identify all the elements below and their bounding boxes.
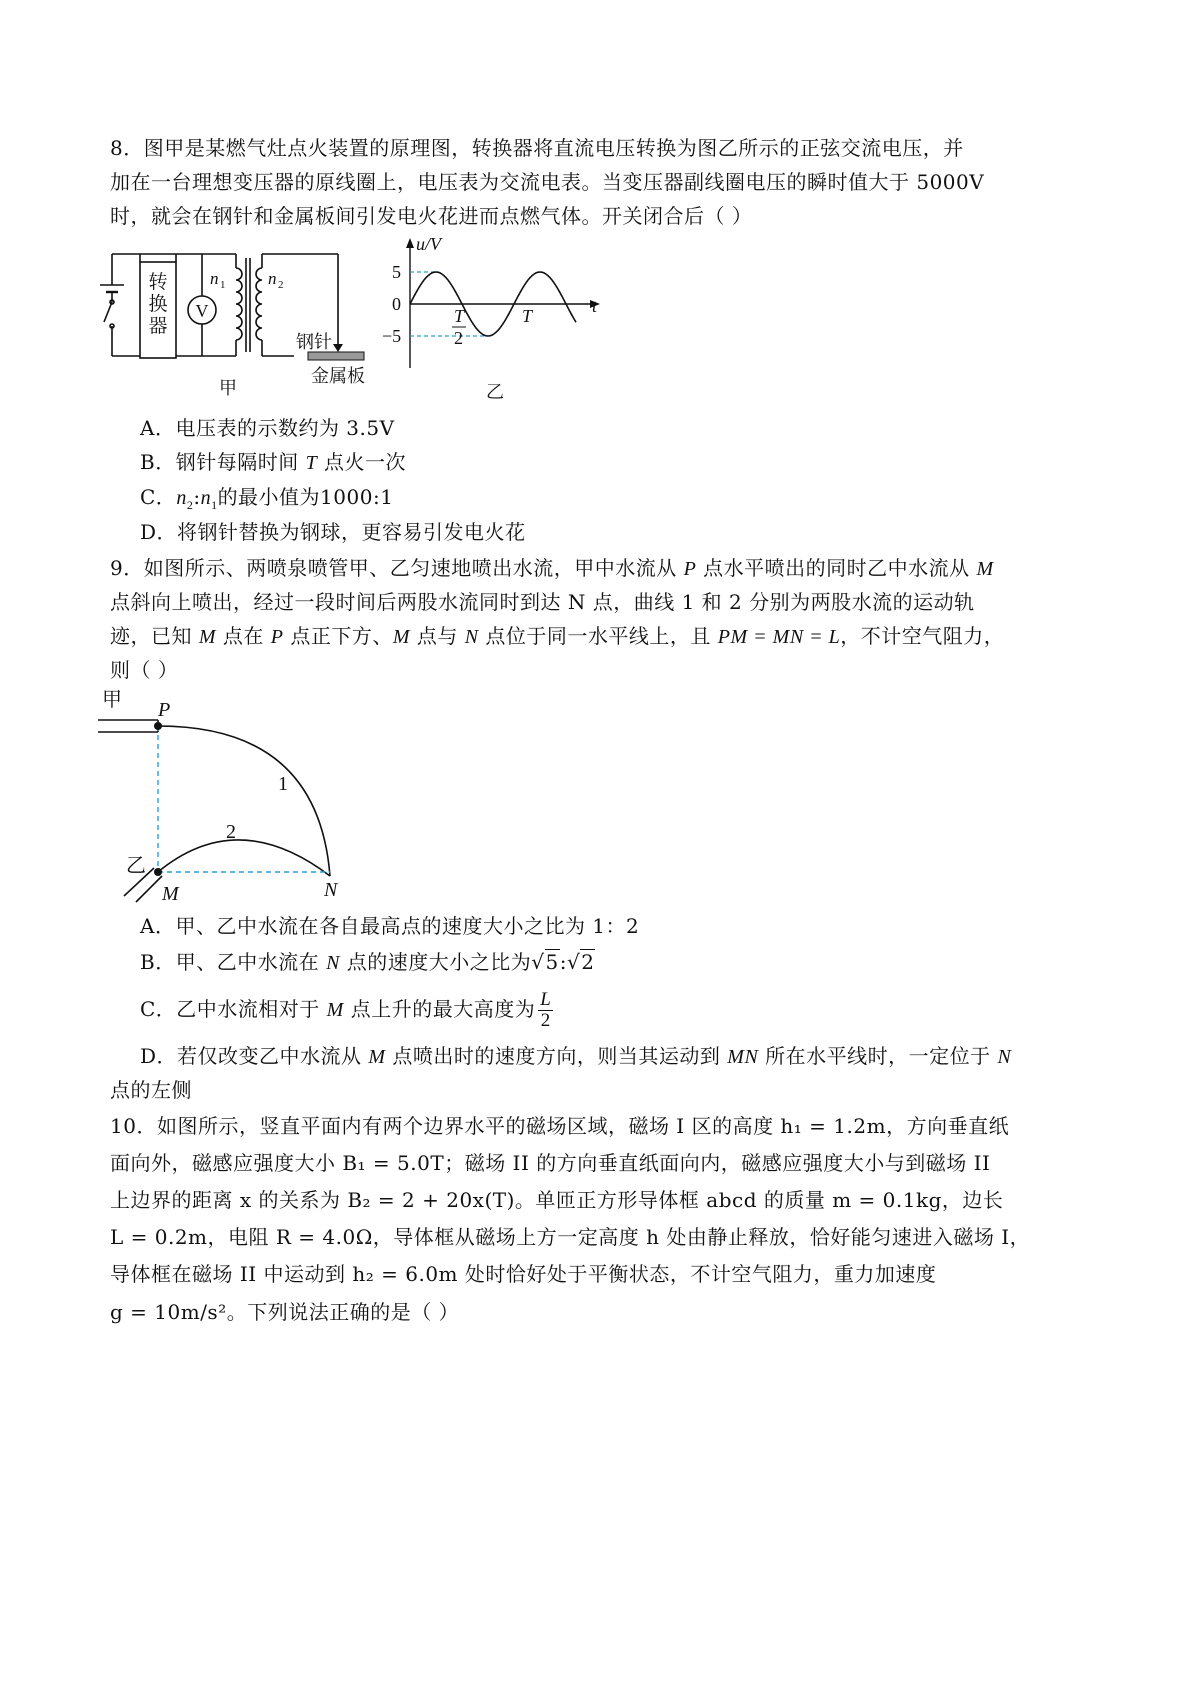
- q8-option-c-n2-sub: 2: [186, 498, 194, 512]
- q9-line-1-a: 9．如图所示、两喷泉喷管甲、乙匀速地喷出水流，甲中水流从: [110, 556, 684, 580]
- n2-label: n: [268, 269, 277, 288]
- q9-option-d-N: N: [997, 1046, 1012, 1068]
- q9-option-b: [140, 946, 595, 979]
- q9-line-3-d: 点与: [410, 624, 465, 648]
- q8-sine-figure: [380, 232, 610, 402]
- curve-2-label: 2: [226, 821, 236, 843]
- voltmeter-label: V: [195, 301, 209, 321]
- fig-yi-caption: 乙: [486, 382, 504, 402]
- q9-option-d-b: 点喷出时的速度方向，则当其运动到: [385, 1044, 728, 1068]
- q10-line-3: 上边界的距离 x 的关系为 B₂ = 2 + 20x(T)。单匝正方形导体框 abcd 的质量 m = 0.1kg，边长: [110, 1188, 1004, 1212]
- q9-option-d-M: M: [368, 1046, 386, 1068]
- tick-half-T-num: T: [454, 306, 465, 326]
- nozzle-jia-label: 甲: [102, 689, 122, 711]
- tick-5: 5: [392, 262, 401, 282]
- q8-line-3: 时，就会在钢针和金属板间引发电火花进而点燃气体。开关闭合后（ ）: [110, 204, 753, 228]
- q9-option-c-mid: 点上升的最大高度为: [343, 997, 536, 1021]
- fig-jia-caption: 甲: [219, 378, 237, 398]
- q9-line-3-M2: M: [392, 626, 410, 648]
- q8-option-d: D．将钢针替换为钢球，更容易引发电火花: [140, 520, 526, 544]
- fraction-L-over-2: [538, 990, 553, 1031]
- q9-option-c: [140, 990, 556, 1031]
- q8-option-c-post: 的最小值为1000:1: [217, 485, 394, 509]
- q10-line-2: 面向外，磁感应强度大小 B₁ = 5.0T；磁场 II 的方向垂直纸面向内，磁感应强度大小与到磁场 II: [110, 1151, 991, 1175]
- q9-line-1-M: M: [976, 558, 994, 580]
- q9-option-c-pre: C．乙中水流相对于: [140, 997, 327, 1021]
- q8-option-b-var: T: [305, 452, 318, 474]
- q9-line-3-M: M: [198, 626, 217, 648]
- q8-circuit-figure: [100, 240, 380, 400]
- q10-line-1: 10．如图所示，竖直平面内有两个边界水平的磁场区域，磁场 I 区的高度 h₁ = 1.2m，方向垂直纸: [110, 1114, 1010, 1138]
- n1-label: n: [210, 269, 219, 288]
- q9-line-3-c: 点正下方、: [283, 624, 393, 648]
- tick-neg5: −5: [382, 326, 402, 346]
- q9-line-4: 则（ ）: [110, 658, 179, 682]
- needle-label: 钢针: [296, 332, 332, 352]
- q8-option-c-n2: [176, 487, 194, 512]
- q9-line-1: [110, 552, 994, 585]
- y-axis-label: u/V: [416, 234, 441, 254]
- n1-sub: 1: [220, 279, 226, 291]
- q10-line-4: L = 0.2m，电阻 R = 4.0Ω，导体框从磁场上方一定高度 h 处由静止释放，恰好能匀速进入磁场 I，: [110, 1225, 1031, 1249]
- q9-option-b-pre: B．甲、乙中水流在: [140, 950, 327, 974]
- plate-label: 金属板: [311, 366, 365, 386]
- q8-option-c-n1: [200, 487, 218, 512]
- fraction-den: 2: [540, 1010, 551, 1031]
- q9-option-d-MN: MN: [727, 1046, 759, 1068]
- converter-char-2: 换: [148, 294, 168, 315]
- x-axis-label: t: [592, 296, 598, 316]
- tick-0: 0: [392, 294, 401, 314]
- q8-line-2: 加在一台理想变压器的原线圈上，电压表为交流电表。当变压器副线圈电压的瞬时值大于 5000V: [110, 170, 985, 194]
- q9-line-3-b: 点在: [216, 624, 271, 648]
- q9-line-3: [110, 620, 1004, 653]
- q9-option-b-sqrt-a: 5: [545, 950, 559, 974]
- point-M-label: M: [162, 883, 179, 905]
- q8-option-b-post: 点火一次: [317, 450, 407, 474]
- sqrt-sign: √: [567, 950, 581, 974]
- q9-line-3-eq: PM = MN = L: [717, 626, 841, 648]
- q9-option-d-c: 所在水平线时，一定位于: [758, 1044, 998, 1068]
- tick-half-T-den: 2: [454, 328, 463, 348]
- q8-option-c-colon: :: [193, 485, 201, 509]
- q8-option-c-n1-sub: 1: [211, 498, 218, 512]
- curve-1-label: 1: [278, 773, 288, 795]
- q8-option-b: [140, 446, 406, 479]
- q8-option-b-pre: B．钢针每隔时间: [140, 450, 306, 474]
- fraction-num: L: [540, 989, 552, 1010]
- q9-option-d-a: D．若仅改变乙中水流从: [140, 1044, 369, 1068]
- n2-sub: 2: [278, 279, 284, 291]
- q9-option-b-colon: :: [559, 950, 567, 974]
- q9-line-2: 点斜向上喷出，经过一段时间后两股水流同时到达 N 点，曲线 1 和 2 分别为两股水流的运动轨: [110, 590, 975, 614]
- q9-option-d-line-2: 点的左侧: [110, 1078, 192, 1102]
- q8-option-c: [140, 481, 393, 521]
- nozzle-yi-label: 乙: [126, 855, 146, 877]
- q8-line-1: 8．图甲是某燃气灶点火装置的原理图，转换器将直流电压转换为图乙所示的正弦交流电压，并: [110, 136, 964, 160]
- q9-line-3-P: P: [270, 626, 284, 648]
- q9-line-3-f: ，不计空气阻力，: [840, 624, 1005, 648]
- converter-char-1: 转: [148, 272, 168, 293]
- q9-line-3-a: 迹，已知: [110, 624, 199, 648]
- q8-option-a: A．电压表的示数约为 3.5V: [140, 416, 395, 440]
- q10-line-5: 导体框在磁场 II 中运动到 h₂ = 6.0m 处时恰好处于平衡状态，不计空气阻力，重力加速度: [110, 1262, 937, 1286]
- q9-option-d: [140, 1040, 1011, 1073]
- converter-char-3: 器: [148, 316, 168, 337]
- q9-option-b-mid: 点的速度大小之比为: [339, 950, 532, 974]
- q9-option-c-M: M: [326, 999, 344, 1021]
- q9-line-1-b: 点水平喷出的同时乙中水流从: [696, 556, 977, 580]
- q9-line-3-e: 点位于同一水平线上，且: [478, 624, 718, 648]
- q10-line-6: g = 10m/s²。下列说法正确的是（ ）: [110, 1300, 460, 1324]
- q9-trajectory-figure: [98, 686, 378, 906]
- q9-line-1-P: P: [683, 558, 697, 580]
- q9-line-3-N: N: [464, 626, 479, 648]
- q8-option-c-pre: C．: [140, 485, 177, 509]
- q8-option-c-n2-letter: n: [176, 487, 187, 509]
- q9-option-b-sqrt-b: 2: [581, 950, 595, 974]
- sqrt-sign: √: [531, 950, 545, 974]
- q9-option-a: A．甲、乙中水流在各自最高点的速度大小之比为 1：2: [140, 914, 640, 938]
- point-P-label: P: [158, 699, 171, 721]
- q9-option-b-N: N: [326, 952, 340, 974]
- point-N-label: N: [324, 879, 338, 901]
- tick-T: T: [522, 306, 533, 326]
- q8-option-c-n1-letter: n: [200, 487, 212, 509]
